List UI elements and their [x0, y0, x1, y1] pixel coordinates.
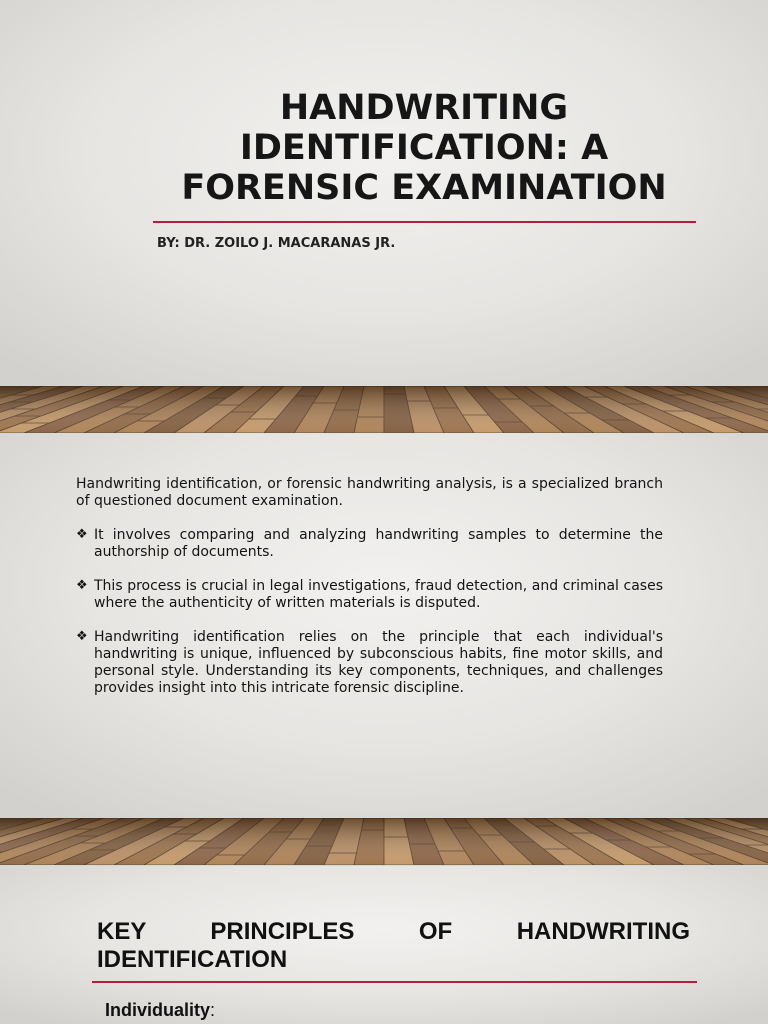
principle-colon: : — [210, 1000, 216, 1020]
principle-subheading — [105, 999, 215, 1021]
bullet-item — [76, 527, 663, 561]
presentation-title: HANDWRITING IDENTIFICATION: A FORENSIC EXAMINATION — [181, 88, 667, 208]
bullet-text: Handwriting identification relies on the principle that each individual's handwriting is unique, influenced by subconscious habits, fine motor skills, and personal style. Understanding its key components, techniques, and challenges provides insight into this intricate forensic discipline. — [94, 629, 663, 696]
bullet-item — [76, 629, 663, 697]
bullet-item — [76, 578, 663, 612]
intro-paragraph: Handwriting identification, or forensic handwriting analysis, is a specialized branch of questioned document examination. — [76, 476, 663, 509]
wood-floor-divider — [0, 386, 768, 433]
bullet-text: This process is crucial in legal investigations, fraud detection, and criminal cases where the authenticity of written materials is disputed. — [94, 578, 663, 611]
principle-name: Individuality — [105, 1000, 211, 1020]
section-heading: KEY PRINCIPLES OF HANDWRITING IDENTIFICATION — [97, 918, 690, 973]
heading-divider — [92, 981, 697, 983]
diamond-bullet-icon: ❖ — [76, 629, 88, 644]
diamond-bullet-icon: ❖ — [76, 578, 88, 593]
author-byline: BY: DR. ZOILO J. MACARANAS JR. — [157, 236, 396, 251]
diamond-bullet-icon: ❖ — [76, 527, 88, 542]
title-slide — [0, 0, 768, 386]
wood-floor-divider — [0, 818, 768, 865]
bullet-text: It involves comparing and analyzing handwriting samples to determine the authorship of documents. — [94, 527, 663, 560]
title-divider — [153, 221, 696, 223]
intro-text-block — [76, 476, 663, 714]
